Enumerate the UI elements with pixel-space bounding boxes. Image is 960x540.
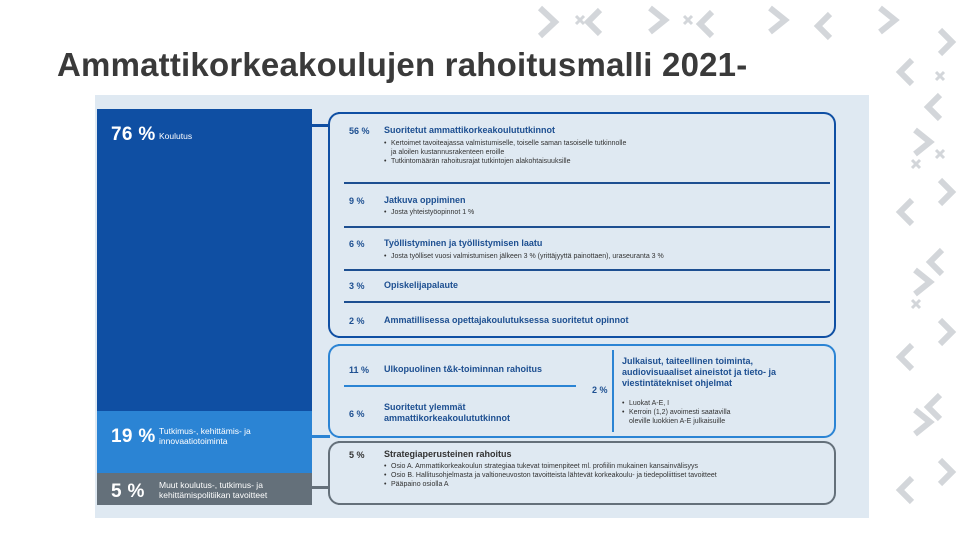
research-percent: 19 % xyxy=(111,426,156,447)
education-row-bullets xyxy=(384,252,664,261)
bullet-item: • Osio B. Hallitusohjelmasta ja valtioneuvoston tavoitteista lähtevät korkeakoulu- ja tiedepoliittiset tavoitteet xyxy=(384,471,717,480)
row-divider xyxy=(344,226,830,228)
education-percent: 76 % xyxy=(111,124,156,145)
research-row-percent: 11 % xyxy=(349,365,370,375)
bullet-item: ja aloilen kustannusrakenteen eroille xyxy=(391,149,505,156)
education-row-percent: 2 % xyxy=(349,316,365,326)
research-connector xyxy=(312,435,330,438)
publications-bullets xyxy=(622,399,731,426)
education-row-title: Työllistyminen ja työllistymisen laatu xyxy=(384,238,543,248)
research-row-title: Suoritetut ylemmät ammattikorkeakoulututkinnot xyxy=(384,402,511,423)
bullet-item: oleville luokkien A-E julkaisuille xyxy=(629,418,726,425)
bullet-item: • Luokat A-E, I xyxy=(622,399,731,408)
education-row-percent: 56 % xyxy=(349,126,370,136)
bullet-item: • Kerroin (1,2) avoimesti saatavilla xyxy=(622,408,731,417)
education-share-block xyxy=(97,109,312,411)
education-row-title: Suoritetut ammattikorkeakoulututkinnot xyxy=(384,125,556,135)
row-divider xyxy=(344,385,576,387)
strategy-row-percent: 5 % xyxy=(349,450,365,460)
research-share-block xyxy=(97,411,312,473)
education-row-title: Ammatillisessa opettajakoulutuksessa suoritetut opinnot xyxy=(384,315,629,325)
education-row-percent: 6 % xyxy=(349,239,365,249)
bullet-item: • Tutkintomäärän rahoitusrajat tutkintojen alakohtaisuuksille xyxy=(384,157,626,166)
strategy-row-title: Strategiaperusteinen rahoitus xyxy=(384,449,512,459)
bullet-item: • Osio A. Ammattikorkeakoulun strategiaa tukevat toimenpiteet ml. profiilin mukainen kansainvälisyys xyxy=(384,462,717,471)
publications-title: Julkaisut, taiteellinen toiminta, audiovisuaaliset aineistot ja tieto- ja viestintätekniset ohjelmat xyxy=(622,356,777,388)
education-row-bullets xyxy=(384,208,474,217)
education-row-title: Opiskelijapalaute xyxy=(384,280,459,290)
row-divider xyxy=(344,182,830,184)
research-label: Tutkimus-, kehittämis- ja innovaatiotoiminta xyxy=(159,426,251,446)
publications-percent: 2 % xyxy=(592,385,608,395)
education-row-percent: 3 % xyxy=(349,281,365,291)
strategy-label: Muut koulutus-, tutkimus- ja kehittämispolitiikan tavoitteet xyxy=(159,480,268,500)
slide-title: Ammattikorkeakoulujen rahoitusmalli 2021- xyxy=(57,46,748,83)
bullet-item: • Josta työlliset vuosi valmistumisen jälkeen 3 % (yrittäjyyttä painottaen), uraseuranta 3 % xyxy=(384,252,664,261)
education-row-title: Jatkuva oppiminen xyxy=(384,195,466,205)
row-divider xyxy=(344,269,830,271)
bullet-item: • Pääpaino osiolla A xyxy=(384,480,717,489)
column-divider xyxy=(612,350,614,432)
education-row-bullets xyxy=(384,139,626,166)
bullet-item: • Josta yhteistyöopinnot 1 % xyxy=(384,208,474,217)
bullet-item: • Kertoimet tavoiteajassa valmistumiselle, toiselle saman tasoiselle tutkinnolle xyxy=(384,139,626,148)
strategy-percent: 5 % xyxy=(111,481,145,502)
strategy-row-bullets xyxy=(384,462,717,489)
education-label: Koulutus xyxy=(159,131,193,141)
education-row-percent: 9 % xyxy=(349,196,365,206)
row-divider xyxy=(344,301,830,303)
strategy-share-block xyxy=(97,473,312,505)
research-row-percent: 6 % xyxy=(349,409,365,419)
research-row-title: Ulkopuolinen t&k-toiminnan rahoitus xyxy=(384,364,542,374)
